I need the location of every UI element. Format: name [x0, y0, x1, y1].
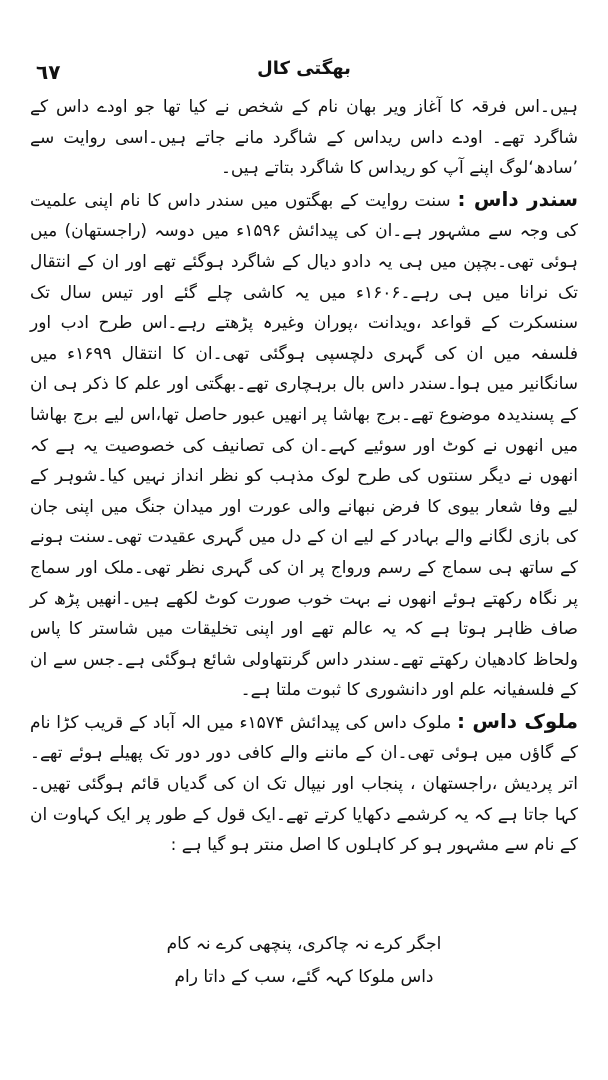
paragraph-intro: ہیں۔اس فرقہ کا آغاز ویر بھان نام کے شخص نے کیا تھا جو اودے داس کے شاگرد تھے۔ اودے داس ریداس کے شاگرد مانے جاتے ہیں۔اسی روایت سے ’سادھ‘لوگ اپنے آپ کو ریداس کا شاگرد بتاتے ہیں۔ — [30, 97, 578, 179]
section-heading-malook-das: ملوک داس : — [456, 708, 578, 733]
page-number: ٦٧ — [36, 60, 61, 84]
running-head: بھگتی کال — [257, 58, 351, 79]
paragraph-sundar-das — [30, 184, 578, 706]
paragraph-malook-das — [30, 706, 578, 861]
paragraph-sundar-das-text: سنت روایت کے بھگتوں میں سندر داس کا نام اپنی علمیت کی وجہ سے مشہور ہے۔ان کی پیدائش ۱۵۹۶ء میں دوسہ (راجستھان) میں ہوئی تھی۔بچپن میں ہی یہ دادو دیال کے شاگرد ہوگئے تھے اور ان کے انتقال تک نرانا میں ہی رہے۔۱۶۰۶ء میں یہ کاشی چلے گئے اور تیس سال تک سنسکرت کے قواعد ،ویدانت ،پوران وغیرہ پڑھتے رہے۔اس طرح ادب اور فلسفہ میں ان کی گہری دلچسپی ہوگئی تھی۔ان کا انتقال ۱۶۹۹ء میں سانگانیر میں ہوا۔سندر داس بال برہچاری تھے۔بھگتی اور علم کا ذکر ہی ان کے پسندیدہ موضوع تھے۔برج بھاشا پر انھیں عبور حاصل تھا،اس لیے برج بھاشا میں انھوں نے کوٹ اور سوئیے کہے۔ان کی تصانیف کی خصوصیت یہ ہے کہ انھوں نے دیگر سنتوں کی طرح لوک مذہب کو نظر انداز نہیں کیا۔شوہر کے لیے وفا شعار بیوی کا فرض نبھانے والی عورت اور میدان جنگ میں اپنی جان کی بازی لگانے والے بہادر کے لیے ان کے دل میں گہری عقیدت تھی۔سنت ہونے کے ساتھ ہی سماج کے رسم ورواج پر ان کی گہری نظر تھی۔ملک اور سماج پر نگاہ رکھتے ہوئے انھوں نے بہت خوب صورت کوٹ لکھے ہیں۔انھیں پڑھ کر صاف ظاہر ہوتا ہے کہ یہ عالم تھے اور اپنی تخلیقات میں شاستر کا پاس ولحاظ کادھیان رکھتے تھے۔سندر داس گرنتھاولی شائع ہوگئی ہے۔جس سے ان کے فلسفیانہ علم اور دانشوری کا ثبوت ملتا ہے۔ — [30, 190, 579, 701]
section-heading-sundar-das: سندر داس : — [457, 186, 578, 211]
paragraph-malook-das-text: ملوک داس کی پیدائش ۱۵۷۴ء میں الہ آباد کے قریب کڑا نام کے گاؤں میں ہوئی تھی۔ان کے ماننے والے کافی دور دور تک پھیلے ہوئے تھے۔اتر پردیش ،راجستھان ، پنجاب اور نیپال تک ان کی گدیاں قائم ہوگئی تھیں۔کہا جاتا ہے کہ یہ کرشمے دکھایا کرتے تھے۔ایک قول کے طور پر ایک کہاوت ان کے نام سے مشہور ہو کر کاہلوں کا اصل منتر ہو گیا ہے : — [30, 712, 578, 856]
body-text — [30, 92, 578, 861]
couplet-line-2: داس ملوکا کہہ گئے، سب کے داتا رام — [174, 967, 434, 987]
couplet — [0, 928, 608, 994]
couplet-line-1: اجگر کرے نہ چاکری، پنچھی کرے نہ کام — [166, 934, 442, 954]
